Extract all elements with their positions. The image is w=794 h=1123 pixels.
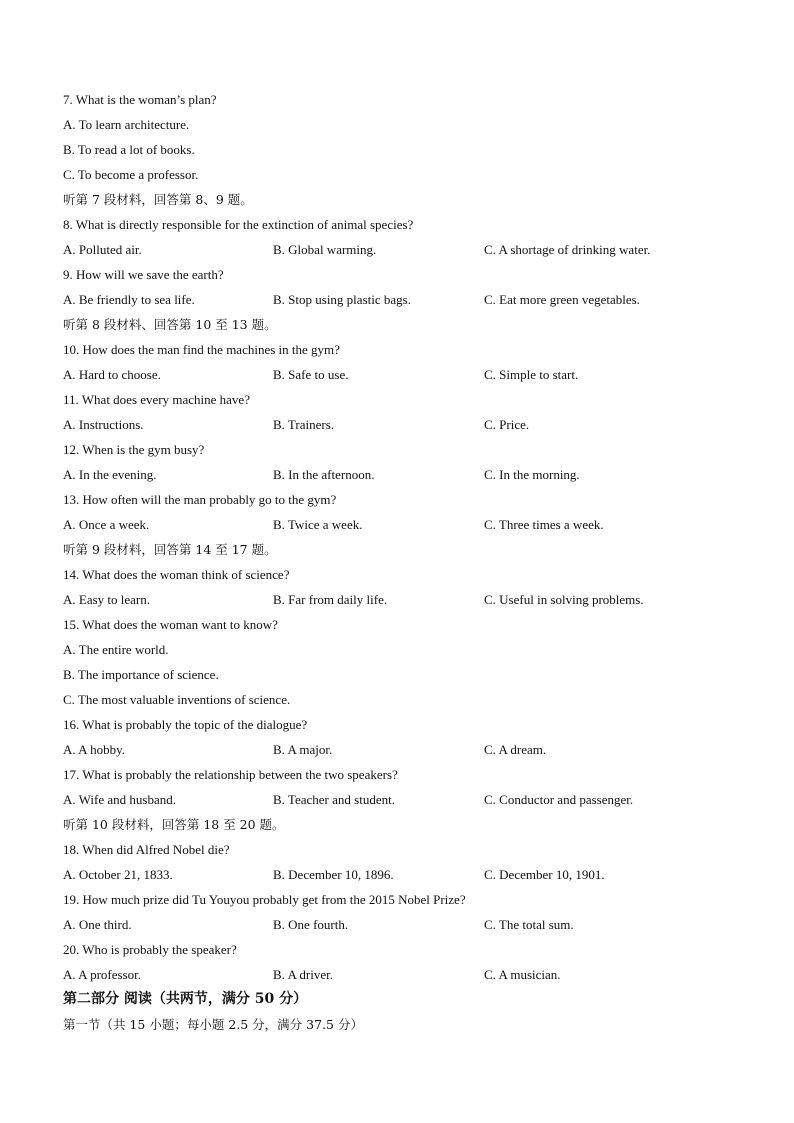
option-line: A. To learn architecture. — [63, 117, 190, 132]
option-b: B. Far from daily life. — [273, 592, 388, 607]
option-line: C. To become a professor. — [63, 167, 199, 182]
section-instruction: 听第 10 段材料，回答第 18 至 20 题。 — [63, 817, 285, 832]
question-text: 14. What does the woman think of science? — [63, 567, 290, 582]
options-row — [63, 962, 743, 987]
option-b: B. Global warming. — [273, 242, 377, 257]
options-row — [63, 237, 743, 262]
option-b: B. Twice a week. — [273, 517, 363, 532]
option-c: C. Conductor and passenger. — [484, 792, 634, 807]
question-text: 13. How often will the man probably go to the gym? — [63, 492, 337, 507]
option-a: A. One third. — [63, 917, 132, 932]
option-a: A. Wife and husband. — [63, 792, 176, 807]
question-text: 18. When did Alfred Nobel die? — [63, 842, 230, 857]
option-b: B. A major. — [273, 742, 333, 757]
section-instruction: 听第 9 段材料，回答第 14 至 17 题。 — [63, 542, 277, 557]
option-c: C. A dream. — [484, 742, 547, 757]
option-a: A. In the evening. — [63, 467, 157, 482]
option-b: B. One fourth. — [273, 917, 349, 932]
section-instruction: 听第 8 段材料、回答第 10 至 13 题。 — [63, 317, 277, 332]
option-c: C. Eat more green vegetables. — [484, 292, 640, 307]
question-text: 10. How does the man find the machines in the gym? — [63, 342, 340, 357]
option-a: A. A hobby. — [63, 742, 125, 757]
question-text: 7. What is the woman’s plan? — [63, 92, 217, 107]
option-b: B. December 10, 1896. — [273, 867, 394, 882]
options-row — [63, 287, 743, 312]
question-text: 15. What does the woman want to know? — [63, 617, 278, 632]
option-a: A. A professor. — [63, 967, 141, 982]
section-instruction: 第一节（共 15 小题；每小题 2.5 分，满分 37.5 分） — [63, 1017, 363, 1032]
options-row — [63, 512, 743, 537]
option-a: A. Instructions. — [63, 417, 144, 432]
option-c: C. Three times a week. — [484, 517, 604, 532]
option-b: B. Trainers. — [273, 417, 335, 432]
option-b: B. A driver. — [273, 967, 333, 982]
question-text: 8. What is directly responsible for the extinction of animal species? — [63, 217, 414, 232]
option-b: B. Teacher and student. — [273, 792, 395, 807]
options-row — [63, 862, 743, 887]
options-row — [63, 912, 743, 937]
exam-page — [63, 87, 743, 1037]
question-text: 11. What does every machine have? — [63, 392, 250, 407]
option-c: C. The total sum. — [484, 917, 574, 932]
question-text: 19. How much prize did Tu Youyou probably get from the 2015 Nobel Prize? — [63, 892, 466, 907]
options-row — [63, 362, 743, 387]
option-c: C. A shortage of drinking water. — [484, 242, 651, 257]
option-b: B. Stop using plastic bags. — [273, 292, 411, 307]
option-c: C. December 10, 1901. — [484, 867, 605, 882]
option-line: B. The importance of science. — [63, 667, 219, 682]
options-row — [63, 787, 743, 812]
option-line: C. The most valuable inventions of science. — [63, 692, 291, 707]
question-text: 9. How will we save the earth? — [63, 267, 224, 282]
option-a: A. Polluted air. — [63, 242, 142, 257]
option-c: C. Price. — [484, 417, 530, 432]
option-line: B. To read a lot of books. — [63, 142, 195, 157]
question-text: 20. Who is probably the speaker? — [63, 942, 237, 957]
option-c: C. Simple to start. — [484, 367, 579, 382]
option-a: A. Easy to learn. — [63, 592, 151, 607]
question-text: 16. What is probably the topic of the dialogue? — [63, 717, 308, 732]
options-row — [63, 462, 743, 487]
part-heading: 第二部分 阅读（共两节，满分 50 分） — [63, 991, 308, 1007]
option-a: A. Once a week. — [63, 517, 150, 532]
question-text: 12. When is the gym busy? — [63, 442, 205, 457]
options-row — [63, 412, 743, 437]
option-c: C. Useful in solving problems. — [484, 592, 644, 607]
option-line: A. The entire world. — [63, 642, 169, 657]
options-row — [63, 587, 743, 612]
option-a: A. Hard to choose. — [63, 367, 161, 382]
option-a: A. October 21, 1833. — [63, 867, 173, 882]
option-a: A. Be friendly to sea life. — [63, 292, 195, 307]
section-instruction: 听第 7 段材料，回答第 8、9 题。 — [63, 192, 253, 207]
question-text: 17. What is probably the relationship between the two speakers? — [63, 767, 398, 782]
option-b: B. Safe to use. — [273, 367, 349, 382]
option-c: C. A musician. — [484, 967, 561, 982]
option-b: B. In the afternoon. — [273, 467, 375, 482]
option-c: C. In the morning. — [484, 467, 580, 482]
options-row — [63, 737, 743, 762]
